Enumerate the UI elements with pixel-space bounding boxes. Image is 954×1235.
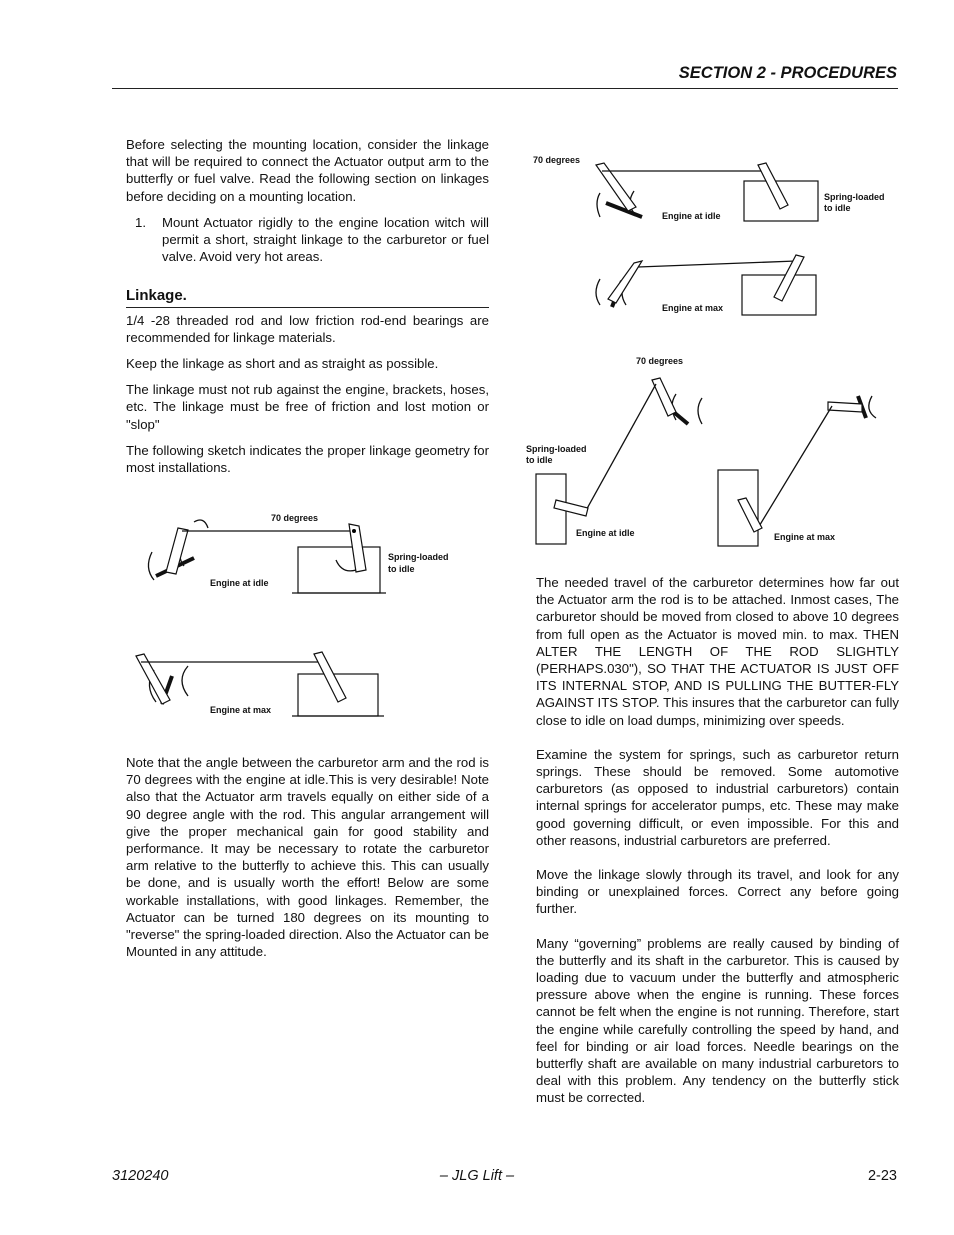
springs-paragraph: Examine the system for springs, such as carburetor return springs. These should be removed. Some automotive carburetors (as opposed to industrial carburetors) contain internal springs for accelerator pumps, etc. These may make good governing difficult, or even impossible. For this and other reasons, industrial carburetors are preferred. <box>536 746 899 848</box>
header-rule <box>112 88 898 89</box>
spring-label-1: Spring-loaded <box>388 552 449 562</box>
carburetor-arm <box>596 163 636 211</box>
footer-doc-number: 3120240 <box>112 1168 169 1184</box>
intro-paragraph: Before selecting the mounting location, consider the linkage that will be required to connect the Actuator output arm to the butterfly or fuel valve. Read the following section on linkages before deciding on a mounting location. <box>126 137 489 204</box>
short-paragraph: Keep the linkage as short and as straight as possible. <box>126 356 439 372</box>
max-label: Engine at max <box>210 705 272 715</box>
linkage-rod <box>584 384 656 514</box>
butterfly-arc <box>182 666 188 696</box>
rod-paragraph: 1/4 -28 threaded rod and low friction rod-end bearings are recommended for linkage materials. <box>126 312 489 345</box>
angle-label: 70 degrees <box>271 513 319 523</box>
section-title: SECTION 2 - PROCEDURES <box>678 64 897 82</box>
step-1-text: Mount Actuator rigidly to the engine location witch will permit a short, straight linkage to the carburetor or fuel valve. Avoid very hot areas. <box>162 214 489 265</box>
angle-label: 70 degrees <box>636 356 684 366</box>
angle-label: 70 degrees <box>533 155 581 165</box>
max-label: Engine at max <box>774 532 836 542</box>
rub-paragraph: The linkage must not rub against the engine, brackets, hoses, etc. The linkage must be free of friction and lost motion or "slop" <box>126 382 489 432</box>
butterfly-arc <box>698 398 702 424</box>
right-linkage-diagram-top <box>526 145 898 330</box>
governing-paragraph: Many “governing” problems are really caused by binding of the butterfly and its shaft in the carburetor. This is caused by loading due to vacuum under the butterfly and atmospheric pressure above when the engine is running. These forces cannot be felt when the engine is not running. Therefore, start the engine while carefully controlling the speed by hand, and feel for binding or air load forces. Needle bearings on the butterfly shaft are available on many industrial carburetors to deal with this problem. Any tendency on the butterfly stick must be corrected. <box>536 935 899 1106</box>
footer-page-number: 2-23 <box>867 1168 897 1184</box>
idle-label: Engine at idle <box>662 211 721 221</box>
rod-end <box>352 529 356 533</box>
left-linkage-diagram <box>126 500 476 730</box>
right-linkage-diagram-bottom <box>526 350 898 550</box>
angle-arc <box>194 520 208 528</box>
travel-paragraph: The needed travel of the carburetor determines how far out the Actuator arm the rod is to be attached. Inmost cases, The carburetor should be moved from closed to above 10 degrees from full open as the Actuator is moved min. to max. THEN ALTER THE LENGTH OF THE ROD SLIGHTLY (PERHAPS.030"), SO THAT THE ACTUATOR IS JUST OFF ITS INTERNAL STOP, AND IS PULLING THE BUTTER-FLY AGAINST ITS STOP. This insures that the carburetor can fully close to idle on load dumps, minimizing over speeds. <box>536 575 899 728</box>
note-paragraph: Note that the angle between the carburetor arm and the rod is 70 degrees with the engine at idle.This is very desirable! Note also that the Actuator arm travels equally on either side of a 90 degree angle with the rod. This angular arrangement will give the proper mechanical gain for good stability and performance. It may be necessary to rotate the carburetor arm relative to the butterfly to achieve this. This can usually be done, and is usually worth the effort! Below are some workable installations, with good linkages. Remember, the Actuator can be turned 180 degrees on its mounting to "reverse" the spring-loaded direction. Also the Actuator can be Mounted in any attitude. <box>126 755 489 960</box>
spring-label-1: Spring-loaded <box>526 444 587 454</box>
butterfly-arc <box>869 396 876 418</box>
step-1 <box>126 214 489 266</box>
step-1-number: 1. <box>135 214 146 230</box>
butterfly-arc <box>597 193 600 217</box>
carburetor-arm <box>828 402 862 412</box>
linkage-rod <box>638 261 796 267</box>
move-paragraph: Move the linkage slowly through its travel, and look for any binding or unexplained forces. Correct any before going further. <box>536 867 899 917</box>
butterfly-arc <box>596 279 600 305</box>
spring-label-2: to idle <box>824 203 851 213</box>
actuator-box <box>298 547 380 593</box>
carburetor-arm <box>652 378 676 416</box>
sketch-paragraph: The following sketch indicates the proper linkage geometry for most installations. <box>126 442 489 476</box>
spring-label-2: to idle <box>388 564 415 574</box>
idle-label: Engine at idle <box>576 528 635 538</box>
right-column <box>536 574 899 1116</box>
footer-center: – JLG Lift – <box>439 1168 515 1184</box>
spring-label-1: Spring-loaded <box>824 192 885 202</box>
left-column-note <box>126 754 489 969</box>
left-column <box>126 136 489 485</box>
spring-label-2: to idle <box>526 455 553 465</box>
max-label: Engine at max <box>662 303 724 313</box>
carburetor-arm <box>608 261 642 303</box>
butterfly-arc <box>148 552 154 580</box>
idle-label: Engine at idle <box>210 578 269 588</box>
linkage-heading: Linkage. <box>126 287 489 307</box>
linkage-rod <box>758 406 832 528</box>
carburetor-arm <box>166 528 188 574</box>
